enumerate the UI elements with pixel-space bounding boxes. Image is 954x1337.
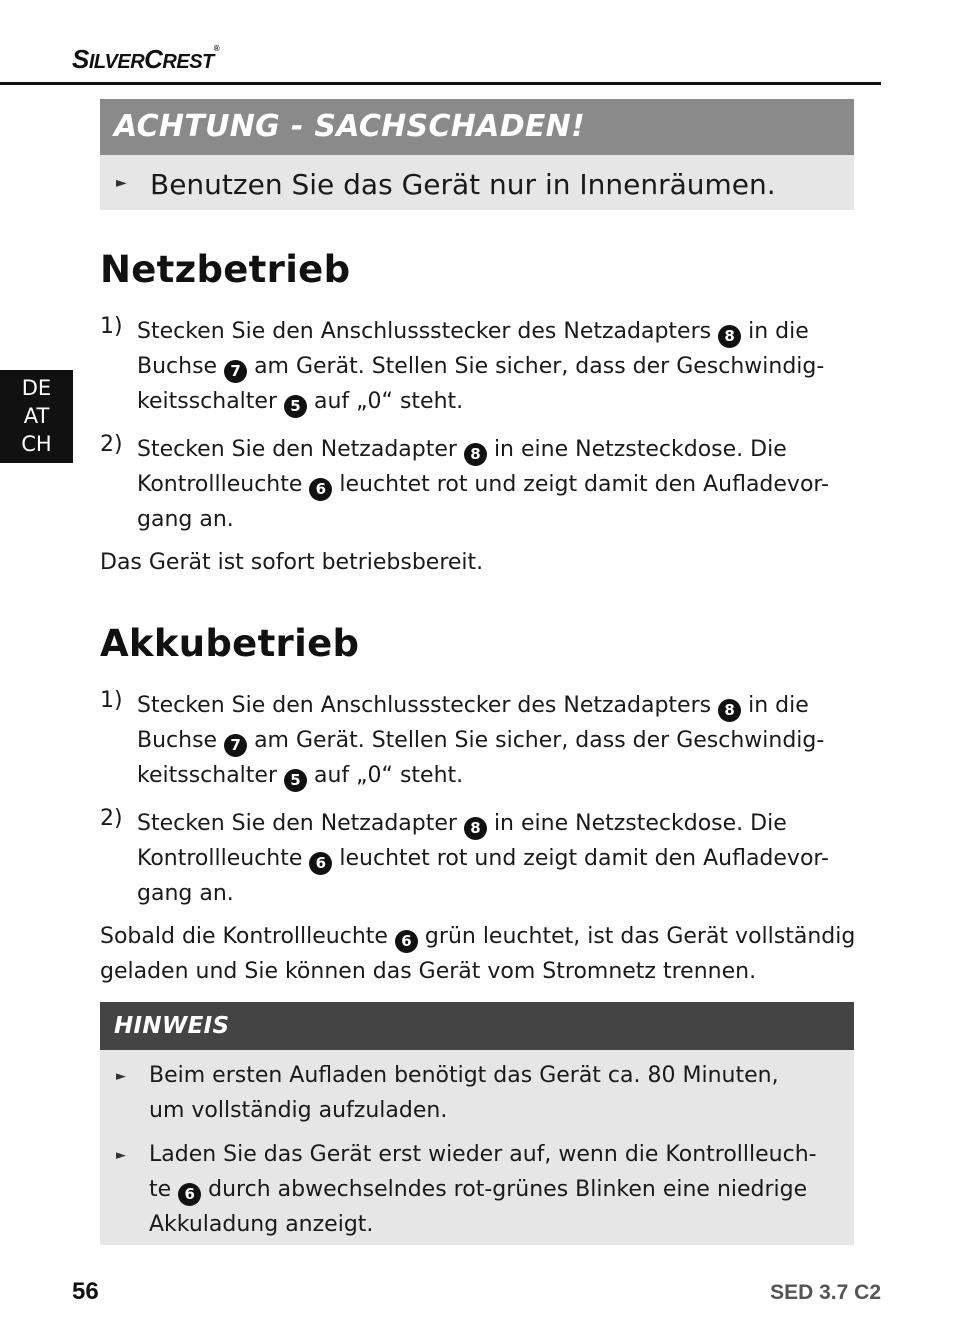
numbered-circle-icon: 6 — [395, 930, 418, 953]
numbered-circle-icon: 6 — [178, 1183, 201, 1206]
charged-text — [100, 919, 855, 989]
step-2 — [100, 806, 860, 911]
step-line: Buchse 7 am Gerät. Stellen Sie sicher, dass der Geschwindig- — [137, 349, 860, 384]
step-line: Kontrollleuchte 6 leuchtet rot und zeigt damit den Aufladevor- — [137, 467, 860, 502]
note-body — [100, 1050, 854, 1245]
triangle-right-icon: ► — [116, 1148, 126, 1163]
note-bullet-1 — [100, 1058, 854, 1128]
bullet-line: Laden Sie das Gerät erst wieder auf, wenn die Kontrollleuch- — [149, 1142, 817, 1167]
step-line: keitsschalter 5 auf „0“ steht. — [137, 758, 860, 793]
step-line: Buchse 7 am Gerät. Stellen Sie sicher, dass der Geschwindig- — [137, 723, 860, 758]
step-line: Stecken Sie den Anschlussstecker des Netzadapters 8 in die — [137, 688, 860, 723]
numbered-circle-icon: 7 — [224, 734, 247, 757]
numbered-circle-icon: 6 — [309, 852, 332, 875]
step-number: 1) — [100, 314, 123, 339]
triangle-right-icon: ► — [116, 175, 127, 191]
warning-text: Benutzen Sie das Gerät nur in Innenräumen. — [150, 168, 776, 201]
steps-netzbetrieb — [100, 314, 860, 550]
step-line: gang an. — [137, 507, 234, 532]
language-tab — [0, 370, 73, 463]
step-number: 2) — [100, 806, 123, 831]
step-line: Stecken Sie den Netzadapter 8 in eine Netzsteckdose. Die — [137, 432, 860, 467]
charged-line-2: geladen und Sie können das Gerät vom Stromnetz trennen. — [100, 959, 757, 984]
step-1 — [100, 314, 860, 419]
note-bullet-2 — [100, 1137, 854, 1242]
step-line: keitsschalter 5 auf „0“ steht. — [137, 384, 860, 419]
page-number: 56 — [72, 1278, 99, 1305]
triangle-right-icon: ► — [116, 1069, 126, 1084]
step-number: 1) — [100, 688, 123, 713]
bullet-line: Beim ersten Aufladen benötigt das Gerät ca. 80 Minuten, — [149, 1063, 779, 1088]
step-2 — [100, 432, 860, 537]
warning-title: ACHTUNG - SACHSCHADEN! — [114, 109, 586, 144]
section-title-netzbetrieb: Netzbetrieb — [100, 248, 351, 291]
language-ch: CH — [21, 432, 52, 456]
language-at: AT — [23, 404, 50, 428]
ready-text: Das Gerät ist sofort betriebsbereit. — [100, 550, 484, 575]
bullet-line: te 6 durch abwechselndes rot-grünes Blinken eine niedrige — [149, 1172, 854, 1207]
warning-body — [100, 155, 854, 210]
note-title: HINWEIS — [114, 1013, 230, 1039]
step-line: Stecken Sie den Netzadapter 8 in eine Netzsteckdose. Die — [137, 806, 860, 841]
numbered-circle-icon: 6 — [309, 478, 332, 501]
numbered-circle-icon: 8 — [464, 443, 487, 466]
step-line: Stecken Sie den Anschlussstecker des Netzadapters 8 in die — [137, 314, 860, 349]
step-1 — [100, 688, 860, 793]
section-title-akkubetrieb: Akkubetrieb — [100, 622, 360, 665]
numbered-circle-icon: 8 — [464, 817, 487, 840]
step-line: Kontrollleuchte 6 leuchtet rot und zeigt damit den Aufladevor- — [137, 841, 860, 876]
charged-line-1: Sobald die Kontrollleuchte 6 grün leuchtet, ist das Gerät vollständig — [100, 919, 855, 954]
numbered-circle-icon: 5 — [284, 395, 307, 418]
numbered-circle-icon: 5 — [284, 769, 307, 792]
step-number: 2) — [100, 432, 123, 457]
header-rule — [0, 82, 881, 85]
brand-logo: SILVERCREST® — [72, 44, 220, 74]
model-number: SED 3.7 C2 — [770, 1281, 881, 1304]
note-header — [100, 1002, 854, 1050]
bullet-line: um vollständig aufzuladen. — [149, 1098, 448, 1123]
language-de: DE — [21, 376, 52, 400]
bullet-line: Akkuladung anzeigt. — [149, 1212, 374, 1237]
steps-akkubetrieb — [100, 688, 860, 924]
warning-header — [100, 99, 854, 155]
numbered-circle-icon: 8 — [718, 699, 741, 722]
numbered-circle-icon: 8 — [718, 325, 741, 348]
step-line: gang an. — [137, 881, 234, 906]
numbered-circle-icon: 7 — [224, 360, 247, 383]
